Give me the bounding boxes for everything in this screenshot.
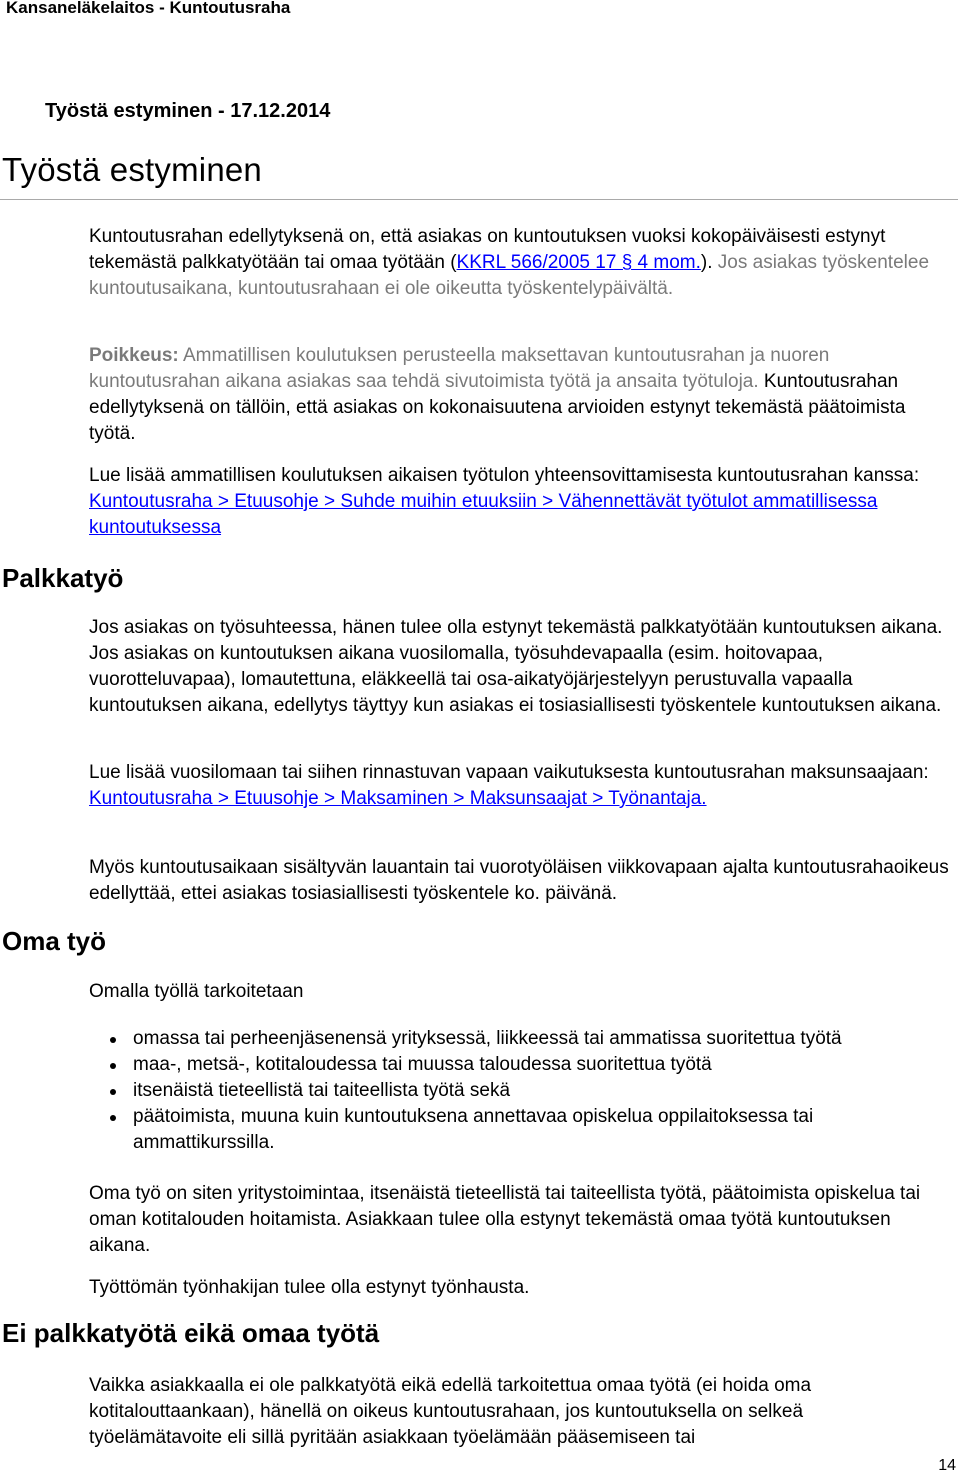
exception-text-2: Kuntoutusrahan edellytyksenä on tällöin, että asiakas on kokonaisuutena arvioiden estynyt tekemästä päätoimista työtä.	[89, 371, 906, 444]
bullet-icon	[110, 1089, 116, 1095]
unemployed-paragraph: Työttömän työnhakijan tulee olla estynyt työnhausta.	[89, 1277, 530, 1298]
document-subtitle: Työstä estyminen - 17.12.2014	[45, 100, 331, 122]
intro-text-end: ).	[700, 252, 713, 273]
ei-paragraph: Vaikka asiakkaalla ei ole palkkatyötä eikä edellä tarkoitettua omaa työtä (ei hoida oma kotitalouttaankaan), hänellä on oikeus kuntoutusrahaan, jos kuntoutuksella on selkeä työelämätavoite eli sillä pyritään asiakkaan työelämään pääsemiseen tai	[89, 1375, 812, 1448]
law-reference-link[interactable]: KKRL 566/2005 17 § 4 mom.	[456, 252, 701, 273]
list-item: maa-, metsä-, kotitaloudessa tai muussa taloudessa suoritettua työtä	[89, 1052, 959, 1078]
section-heading-ei: Ei palkkatyötä eikä omaa työtä	[2, 1318, 380, 1348]
page-number: 14	[938, 1457, 956, 1474]
read-more-vacation-text: Lue lisää vuosilomaan tai siihen rinnastuvan vapaan vaikutuksesta kuntoutusrahan maksunsaajaan:	[89, 762, 929, 783]
intro-note: Jos asiakas työskentelee kuntoutusaikana, kuntoutusrahaan ei ole oikeutta työskentelypäivältä.	[89, 252, 930, 299]
read-more-text: Lue lisää ammatillisen koulutuksen aikaisen työtulon yhteensovittamisesta kuntoutusrahan kanssa:	[89, 465, 920, 486]
list-item: itsenäistä tieteellistä tai taiteellista työtä sekä	[89, 1078, 959, 1104]
read-more-vacation	[89, 760, 949, 812]
title-divider	[0, 199, 958, 200]
bullet-icon	[110, 1115, 116, 1121]
weekend-paragraph: Myös kuntoutusaikaan sisältyvän lauantain tai vuorotyöläisen viikkovapaan ajalta kuntoutusrahaoikeus edellyttää, ettei asiakas tosiasiallisesti työskentele ko. päivänä.	[89, 857, 949, 904]
exception-paragraph	[89, 343, 949, 447]
exception-label: Poikkeus:	[89, 345, 179, 366]
palkkatyo-paragraph: Jos asiakas on työsuhteessa, hänen tulee olla estynyt tekemästä palkkatyötään kuntoutuksen aikana. Jos asiakas on kuntoutuksen aikana vuosilomalla, työsuhdevapaalla (esim. hoitovapaa, vuorotteluvapaa), lomautettuna, eläkkeellä tai osa-aikatyöjärjestelyyn perustuvalla vapaalla kuntoutuksen aikana, edellytys täyttyy kun asiakas ei tosiasiallisesti työskentele kuntoutuksen aikana.	[89, 617, 943, 716]
intro-text: Kuntoutusrahan edellytyksenä on, että asiakas on kuntoutuksen vuoksi kokopäiväisesti estynyt tekemästä palkkatyötään tai omaa työtään (	[89, 226, 886, 273]
list-item: omassa tai perheenjäsenensä yrityksessä, liikkeessä tai ammatissa suoritettua työtä	[89, 1026, 959, 1052]
exception-text: Ammatillisen koulutuksen perusteella maksettavan kuntoutusrahan ja nuoren kuntoutusrahan aikana asiakas saa tehdä sivutoimista työtä ja ansaita työtuloja.	[89, 345, 830, 392]
oma-tyo-paragraph: Oma työ on siten yritystoimintaa, itsenäistä tieteellistä tai taiteellista työtä, päätoimista opiskelua tai oman kotitalouden hoitamista. Asiakkaan tulee olla estynyt tekemästä omaa työtä kuntoutuksen aikana.	[89, 1183, 921, 1256]
section-heading-oma-tyo: Oma työ	[2, 926, 107, 956]
list-item: päätoimista, muuna kuin kuntoutuksena annettavaa opiskelua oppilaitoksessa tai ammattikurssilla.	[89, 1104, 959, 1156]
oma-tyo-list	[89, 1026, 959, 1156]
intro-paragraph	[89, 224, 949, 302]
site-title: Kansaneläkelaitos - Kuntoutusraha	[6, 0, 291, 17]
bullet-icon	[110, 1063, 116, 1069]
page-title: Työstä estyminen	[2, 151, 262, 188]
oma-tyo-intro: Omalla työllä tarkoitetaan	[89, 981, 304, 1002]
read-more-training	[89, 463, 949, 541]
bullet-icon	[110, 1037, 116, 1043]
deductible-income-link[interactable]: Kuntoutusraha > Etuusohje > Suhde muihin etuuksiin > Vähennettävät työtulot ammatillisessa kuntoutuksessa	[89, 491, 878, 538]
section-heading-palkkatyo: Palkkatyö	[2, 563, 124, 593]
employer-payee-link[interactable]: Kuntoutusraha > Etuusohje > Maksaminen > Maksunsaajat > Työnantaja.	[89, 788, 707, 809]
